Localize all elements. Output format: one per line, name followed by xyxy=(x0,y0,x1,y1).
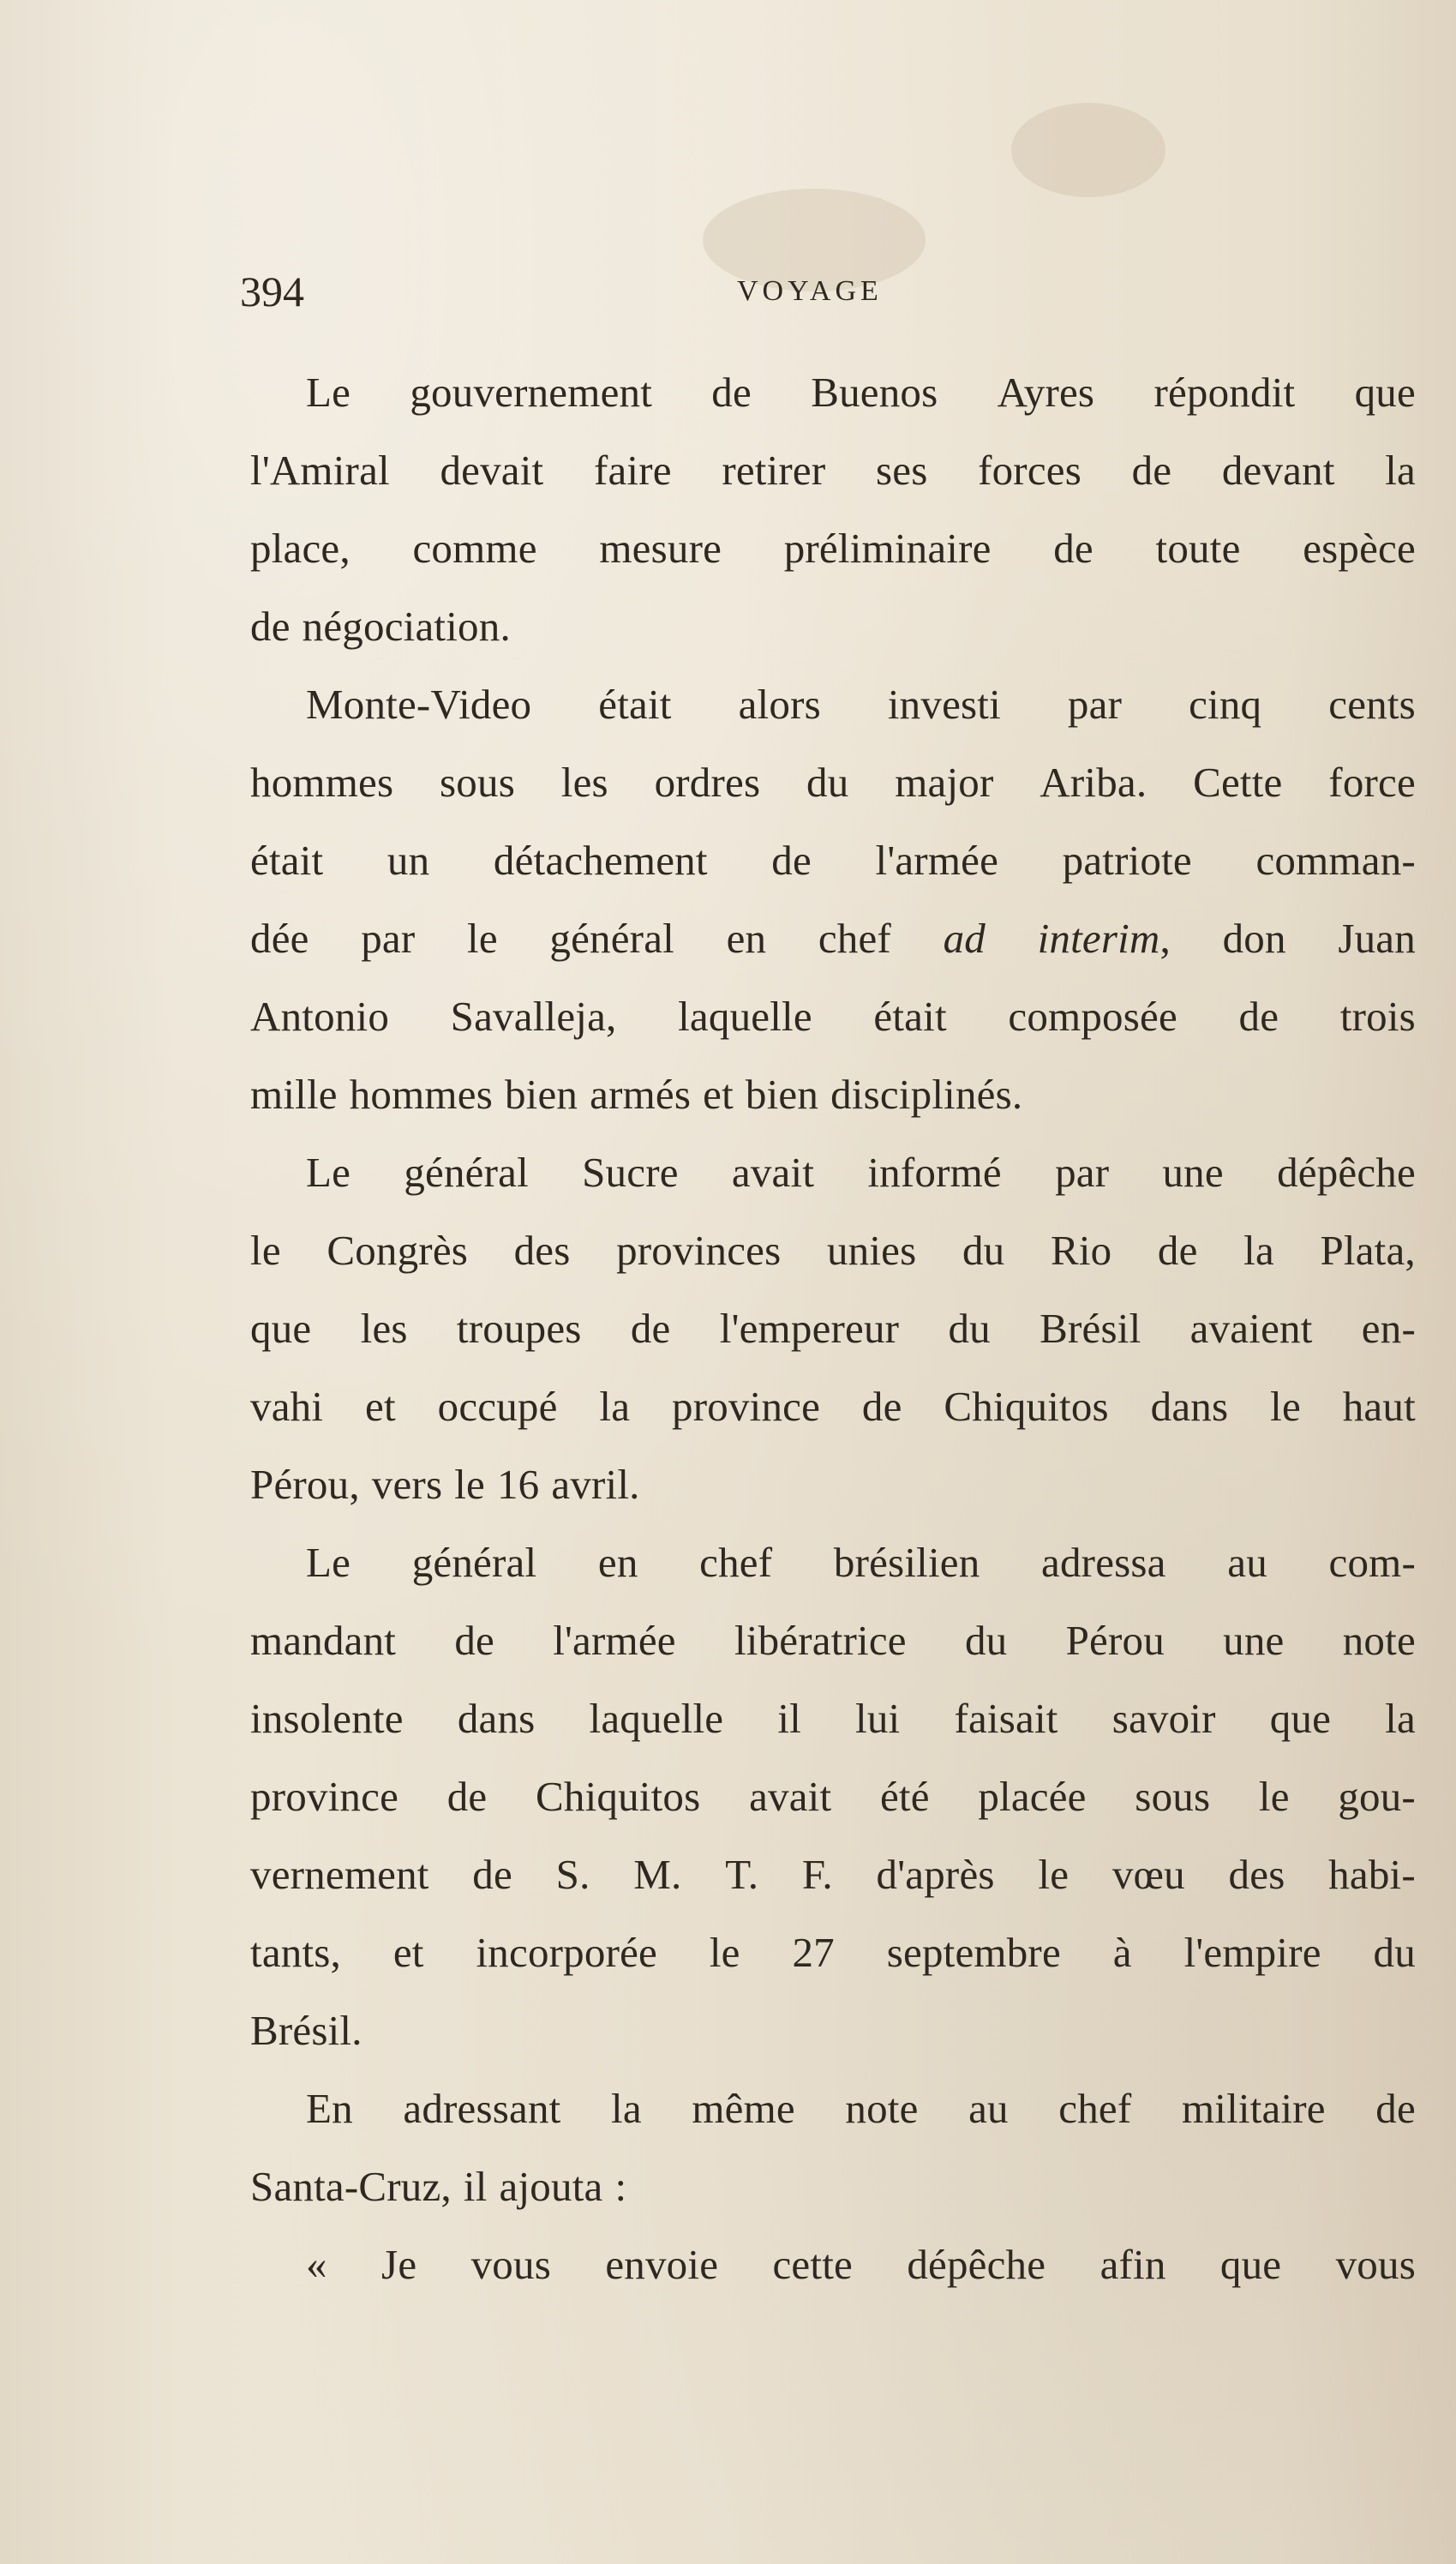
text-line: En adressant la même note au chef militaire de xyxy=(306,2085,1416,2132)
text-line: vahi et occupé la province de Chiquitos dans le haut xyxy=(250,1383,1416,1430)
text-line: Le général Sucre avait informé par une dépêche xyxy=(306,1149,1416,1196)
text-line: que les troupes de l'empereur du Brésil avaient en- xyxy=(250,1305,1416,1352)
body-text xyxy=(250,353,1416,2303)
text-line: place, comme mesure préliminaire de toute espèce xyxy=(250,525,1416,572)
text-line: était un détachement de l'armée patriote comman- xyxy=(250,837,1416,884)
text-line: tants, et incorporée le 27 septembre à l'empire du xyxy=(250,1929,1416,1976)
text-line: Le gouvernement de Buenos Ayres répondit que xyxy=(306,369,1416,416)
text-line: « Je vous envoie cette dépêche afin que vous xyxy=(306,2241,1416,2288)
running-head: VOYAGE xyxy=(737,275,883,307)
text-line: Monte-Video était alors investi par cinq cents xyxy=(306,681,1416,728)
page-number: 394 xyxy=(240,267,304,315)
text-line: Pérou, vers le 16 avril. xyxy=(250,1461,640,1508)
text-line: insolente dans laquelle il lui faisait savoir que la xyxy=(250,1695,1416,1742)
text-line: mandant de l'armée libératrice du Pérou une note xyxy=(250,1617,1416,1664)
text-line: de négociation. xyxy=(250,603,511,650)
text-line: Le général en chef brésilien adressa au com- xyxy=(306,1539,1416,1586)
text-line: vernement de S. M. T. F. d'après le vœu des habi- xyxy=(250,1851,1416,1898)
page-header xyxy=(240,257,1423,326)
paper-stain xyxy=(1011,103,1165,197)
text-line: Santa-Cruz, il ajouta : xyxy=(250,2163,627,2210)
text-line: dée par le général en chef ad interim, don Juan xyxy=(250,915,1416,962)
text-line: Antonio Savalleja, laquelle était composée de trois xyxy=(250,993,1416,1040)
text-line: mille hommes bien armés et bien disciplinés. xyxy=(250,1071,1023,1118)
text-line: hommes sous les ordres du major Ariba. Cette force xyxy=(250,759,1416,806)
text-line: l'Amiral devait faire retirer ses forces de devant la xyxy=(250,447,1416,494)
text-line: Brésil. xyxy=(250,2007,363,2054)
text-line: le Congrès des provinces unies du Rio de la Plata, xyxy=(250,1227,1416,1274)
text-line: province de Chiquitos avait été placée sous le gou- xyxy=(250,1773,1416,1820)
